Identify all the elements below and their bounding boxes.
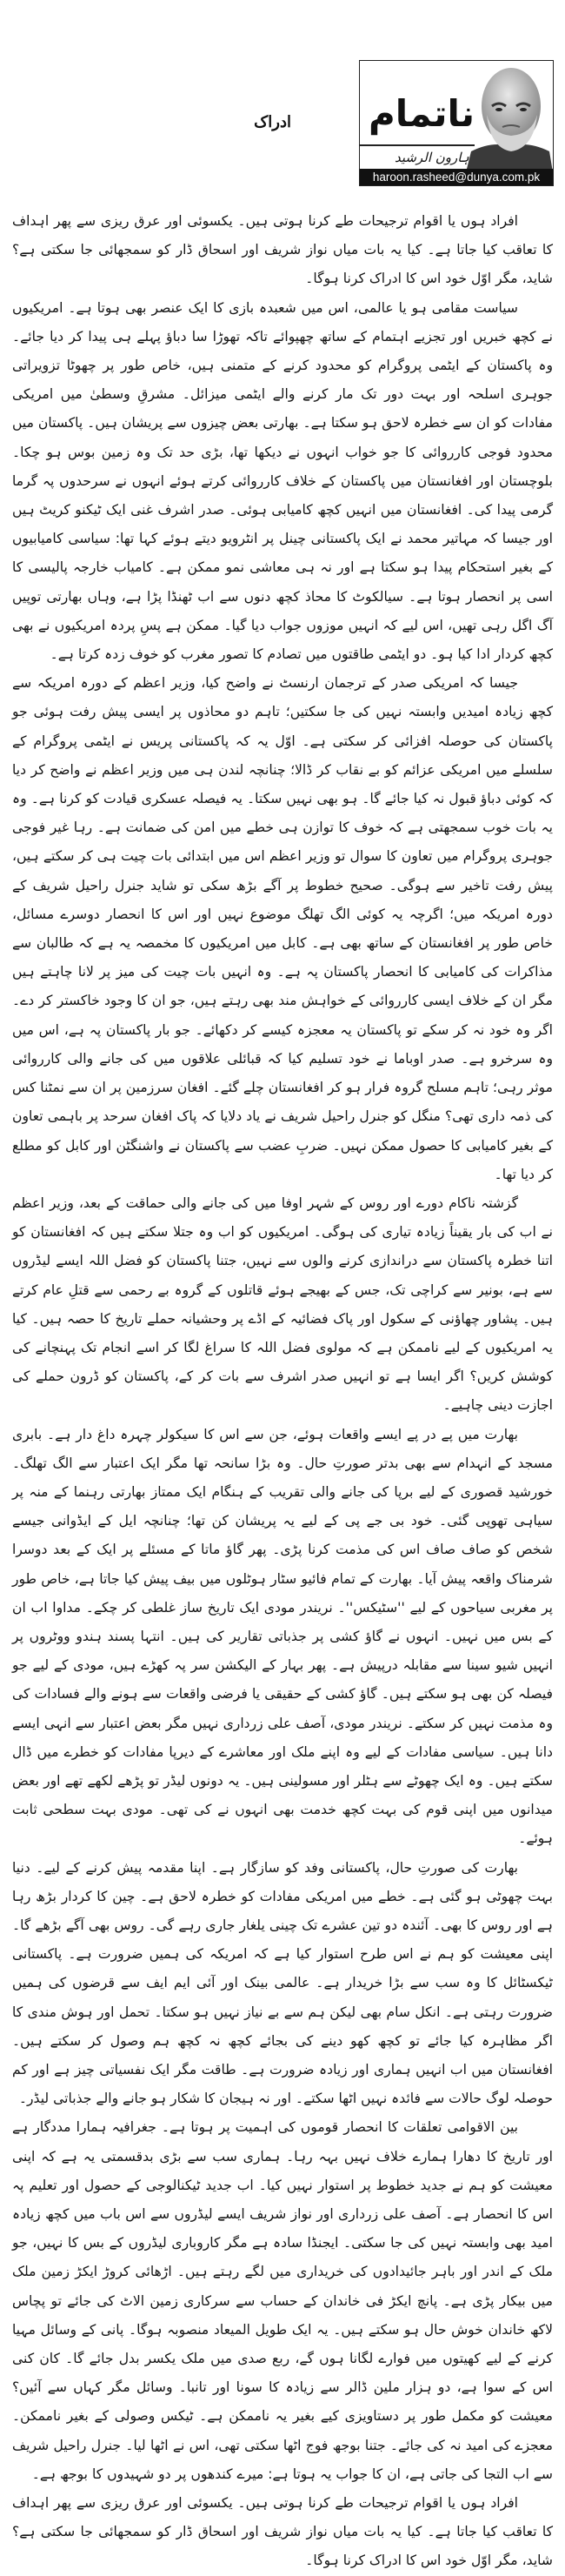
author-portrait-icon (466, 61, 553, 172)
paragraph: بھارت میں پے در پے ایسے واقعات ہوئے، جن سے اس کا سیکولر چہرہ داغ دار ہے۔ بابری مسجد کے انہدام سے بھی بدتر صورتِ حال۔ وہ بڑا سانحہ تھا مگر ایک اعتبار سے الگ تھلگ۔ خورشید قصوری کے لیے برپا کی جانے والی تقریب کے ہنگام ایک ممتاز بھارتی رہنما کے منہ پر سیاہی تھوپی گئی۔ خود بی جے پی کے لیے یہ پریشان کن تھا؛ چنانچہ ایل کے ایڈوانی جیسے شخص کو صاف صاف اس کی مذمت کرنا پڑی۔ پھر گاؤ ماتا کے مسئلے پر ایک کے بعد دوسرا شرمناک واقعہ پیش آیا۔ بھارت کے تمام فائیو سٹار ہوٹلوں میں بیف پیش کیا جاتا ہے، خاص طور پر مغربی سیاحوں کے لیے ''سٹیکس''۔ نریندر مودی ایک تاریخ ساز غلطی کر چکے۔ مداوا اب ان کے بس میں نہیں۔ انہوں نے گاؤ کشی پر جذباتی تقاریر کی ہیں۔ انتہا پسند ہندو ووٹروں پر انہیں شیو سینا سے مقابلہ درپیش ہے۔ پھر بہار کے الیکشن سر پہ کھڑے ہیں، مودی کے لیے جو فیصلہ کن بھی ہو سکتے ہیں۔ گاؤ کشی کے حقیقی یا فرضی واقعات سے ہونے والے فسادات کی وہ مذمت نہیں کر سکتے۔ نریندر مودی، آصف علی زرداری نہیں مگر بعض اعتبار سے انہی ایسے دانا ہیں۔ سیاسی مفادات کے لیے وہ اپنے ملک اور معاشرے کے دیرپا مفادات کو خطرے میں ڈال سکتے ہیں۔ وہ ایک چھوٹے سے ہٹلر اور مسولینی ہیں۔ یہ دونوں لیڈر تو پڑھے لکھے تھے اور بعض میدانوں میں اپنی قوم کی بہت کچھ خدمت بھی انہوں نے کی تھی۔ مودی بہت سطحی ثابت ہوئے۔ (12, 1426, 553, 1847)
paragraph: سیاست مقامی ہو یا عالمی، اس میں شعبدہ بازی کا ایک عنصر بھی ہوتا ہے۔ امریکیوں نے کچھ خبریں اور تجزیے اہتمام کے ساتھ چھپوائے تاکہ تھوڑا سا دباؤ پہلے ہی پیدا کر دیا جائے۔ وہ پاکستان کے ایٹمی پروگرام کو محدود کرنے کے متمنی ہیں، خاص طور پر چھوٹا تزویراتی جوہری اسلحہ اور بہت دور تک مار کرنے والے ایٹمی میزائل۔ مشرقِ وسطیٰ میں امریکی مفادات کو ان سے خطرہ لاحق ہو سکتا ہے۔ بھارتی بعض چیزوں سے پریشان ہیں۔ پاکستان میں محدود فوجی کارروائی کا جو خواب انہوں نے دیکھا تھا، بڑی حد تک وہ زمین بوس ہو چکا۔ بلوچستان اور افغانستان میں پاکستان کے خلاف کارروائی کرتے ہوئے انہوں نے سرحدوں پہ گرما گرمی پیدا کی۔ افغانستان میں انہیں کچھ کامیابی ہوئی۔ صدر اشرف غنی ایک ٹیکنو کریٹ ہیں اور جیسا کہ مہاتیر محمد نے ایک پاکستانی چینل پر انٹرویو دیتے ہوئے کہا تھا: سیاسی کامیابیوں کے بغیر استحکام پیدا ہو سکتا ہے اور نہ ہی معاشی نمو ممکن ہے۔ کامیاب خارجہ پالیسی کا اسی پر انحصار ہوتا ہے۔ سیالکوٹ کا محاذ کچھ دنوں سے اب ٹھنڈا پڑا ہے، وہاں بھارتی توپیں آگ اگل رہی تھیں، اس لیے کہ انہیں موزوں جواب دیا گیا۔ ممکن ہے پسِ پردہ امریکیوں نے بھی کچھ کردار ادا کیا ہو۔ دو ایٹمی طاقتوں میں تصادم کا تصور مغرب کو خوف زدہ کرتا ہے۔ (12, 299, 553, 663)
author-email[interactable]: haroon.rasheed@dunya.com.pk (360, 169, 553, 185)
author-name: ہارون الرشید (395, 150, 469, 165)
article-body (12, 207, 553, 2576)
paragraph: جیسا کہ امریکی صدر کے ترجمان ارنسٹ نے واضح کیا، وزیر اعظم کے دورہ امریکہ سے کچھ زیادہ امیدیں وابستہ نہیں کی جا سکتیں؛ تاہم دو محاذوں پر ایسی پیش رفت ہوئی جو پاکستان کی حوصلہ افزائی کر سکتی ہے۔ اوّل یہ کہ پاکستانی پریس نے ایٹمی پروگرام کے سلسلے میں امریکی عزائم کو بے نقاب کر ڈالا؛ چنانچہ لندن ہی میں وزیر اعظم نے واضح کر دیا کہ کوئی دباؤ قبول نہ کیا جائے گا۔ ہو بھی نہیں سکتا۔ یہ فیصلہ عسکری قیادت کو کرنا ہے۔ وہ یہ بات خوب سمجھتی ہے کہ خوف کا توازن ہی خطے میں امن کی ضمانت ہے۔ رہا غیر فوجی جوہری پروگرام میں تعاون کا سوال تو وزیر اعظم اس میں ابتدائی بات چیت ہی کر سکتے ہیں، پیش رفت تاخیر سے ہوگی۔ صحیح خطوط پر آگے بڑھ سکی تو شاید جنرل راحیل شریف کے دورہ امریکہ میں؛ اگرچہ یہ کوئی الگ تھلگ موضوع نہیں اور اس کا انحصار دوسرے مسائل، خاص طور پر افغانستان کے ساتھ بھی ہے۔ کابل میں امریکیوں کا مخمصہ یہ ہے کہ طالبان سے مذاکرات کی کامیابی کا انحصار پاکستان پہ ہے۔ وہ انہیں بات چیت کی میز پر لانا چاہتے ہیں مگر ان کے خلاف ایسی کارروائی کے خواہش مند بھی رہتے ہیں، جو ان کا وجود خاکستر کر دے۔ اگر وہ خود نہ کر سکے تو پاکستان یہ معجزہ کیسے کر دکھائے۔ جو بار پاکستان پہ ہے، اس میں وہ سرخرو ہے۔ صدر اوباما نے خود تسلیم کیا کہ قبائلی علاقوں میں کی جانے والی کارروائی موثر رہی؛ تاہم مسلح گروہ فرار ہو کر افغانستان چلے گئے۔ افغان سرزمین پر ان سے نمٹنا کس کی ذمہ داری تھی؟ منگل کو جنرل راحیل شریف نے یاد دلایا کہ پاک افغان سرحد پر باہمی تعاون کے بغیر کامیابی کا حصول ممکن نہیں۔ ضربِ عضب سے پاکستان نے واشنگٹن اور کابل کو مطلع کر دیا تھا۔ (12, 675, 553, 1182)
paragraph: گزشتہ ناکام دورے اور روس کے شہر اوفا میں کی جانے والی حماقت کے بعد، وزیر اعظم نے اب کی بار یقیناً زیادہ تیاری کی ہوگی۔ امریکیوں کو اب وہ جتلا سکتے ہیں کہ افغانستان کو اتنا خطرہ پاکستان سے دراندازی کرنے والوں سے نہیں، جتنا پاکستان کو فضل اللہ ایسے لیڈروں سے ہے، بونیر سے کراچی تک، جس کے بھیجے ہوئے قاتلوں کے گروہ بے رحمی سے قتلِ عام کرتے ہیں۔ پشاور چھاؤنی کے سکول اور پاک فضائیہ کے اڈے پر وحشیانہ حملے تاریخ کا حصہ ہیں۔ کیا یہ امریکیوں کے لیے ناممکن ہے کہ مولوی فضل اللہ کا سراغ لگا کر اسے انجام تک پہنچانے کی کوشش کریں؟ اگر ایسا ہے تو انہیں صدر اشرف سے بات کر کے، پاکستان کو ڈرون حملے کی اجازت دینی چاہیے۔ (12, 1194, 553, 1414)
column-masthead (359, 60, 554, 186)
article-title: ادراک (254, 113, 291, 131)
paragraph: افراد ہوں یا اقوام ترجیحات طے کرنا ہوتی ہیں۔ یکسوئی اور عرق ریزی سے پھر اہداف کا تعاقب کیا جاتا ہے۔ کیا یہ بات میاں نواز شریف اور اسحاق ڈار کو سمجھائی جا سکتی ہے؟ شاید، مگر اوّل خود اس کا ادراک کرنا ہوگا۔ (12, 213, 553, 287)
column-name: ناتمام (369, 92, 475, 135)
paragraph: بھارت کی صورتِ حال، پاکستانی وفد کو سازگار ہے۔ اپنا مقدمہ پیش کرنے کے لیے۔ دنیا بہت چھوٹی ہو گئی ہے۔ خطے میں امریکی مفادات کو خطرہ لاحق ہے۔ چین کا کردار بڑھ رہا ہے اور روس کا بھی۔ آئندہ دو تین عشرے تک چینی یلغار جاری رہے گی۔ روس بھی آگے بڑھے گا۔ اپنی معیشت کو ہم نے اس طرح استوار کیا ہے کہ امریکہ کی ہمیں ضرورت ہے۔ پاکستانی ٹیکسٹائل کا وہ سب سے بڑا خریدار ہے۔ عالمی بینک اور آئی ایم ایف سے قرضوں کی ہمیں ضرورت رہتی ہے۔ انکل سام بھی لیکن ہم سے بے نیاز نہیں ہو سکتا۔ تحمل اور ہوش مندی کا اگر مظاہرہ کیا جائے تو کچھ کھو دینے کی بجائے کچھ نہ کچھ ہم وصول کر سکتے ہیں۔ افغانستان میں اب انہیں ہماری اور زیادہ ضرورت ہے۔ طاقت مگر ایک نفسیاتی چیز ہے اور کم حوصلہ لوگ حالات سے فائدہ نہیں اٹھا سکتے۔ اور نہ ہیجان کا شکار ہو جانے والے جذباتی لیڈر۔ (12, 1859, 553, 2107)
paragraph: افراد ہوں یا اقوام ترجیحات طے کرنا ہوتی ہیں۔ یکسوئی اور عرق ریزی سے پھر اہداف کا تعاقب کیا جاتا ہے۔ کیا یہ بات میاں نواز شریف اور اسحاق ڈار کو سمجھائی جا سکتی ہے؟ شاید، مگر اوّل خود اس کا ادراک کرنا ہوگا۔ (12, 2495, 553, 2569)
paragraph: بین الاقوامی تعلقات کا انحصار قوموں کی اہمیت پر ہوتا ہے۔ جغرافیہ ہمارا مددگار ہے اور تاریخ کا دھارا ہمارے خلاف نہیں بہہ رہا۔ ہماری سب سے بڑی بدقسمتی یہ ہے کہ اپنی معیشت کو ہم نے جدید خطوط پر استوار نہیں کیا۔ اب جدید ٹیکنالوجی کے حصول اور تعلیم پہ اس کا انحصار ہے۔ آصف علی زرداری اور نواز شریف ایسے لیڈروں سے اس باب میں کچھ زیادہ امید بھی وابستہ نہیں کی جا سکتی۔ ایجنڈا سادہ ہے مگر کاروباری لیڈروں کے بس کا نہیں، جو ملک کے اندر اور باہر جائیدادوں کی خریداری میں لگے رہتے ہیں۔ اڑھائی کروڑ ایکڑ زمین ملک میں بیکار پڑی ہے۔ پانچ ایکڑ فی خاندان کے حساب سے سرکاری زمین الاٹ کی جائے تو پچاس لاکھ خاندان خوش حال ہو سکتے ہیں۔ یہ ایک طویل المیعاد منصوبہ ہوگا۔ پانی کے وسائل مہیا کرنے کے لیے کھیتوں میں فوارے لگانا ہوں گے، ربع صدی میں ملک یکسر بدل جائے گا۔ کان کنی اس کے سوا ہے، دو ہزار ملین ڈالر سے زیادہ کا سونا اور تانبا۔ وسائل مگر کہاں سے آئیں؟ معیشت کو مکمل طور پر دستاویزی کیے بغیر یہ ناممکن ہے۔ ٹیکس وصولی کے بغیر ناممکن۔ معجزے کی امید نہ کی جائے۔ جتنا بوجھ فوج اٹھا سکتی تھی، اس نے اٹھا لیا۔ جنرل راحیل شریف سے اب التجا کی جاتی ہے، ان کا جواب یہ ہوتا ہے: میرے کندھوں پر دو شہیدوں کا بوجھ ہے۔ (12, 2119, 553, 2482)
masthead-divider (360, 144, 475, 146)
